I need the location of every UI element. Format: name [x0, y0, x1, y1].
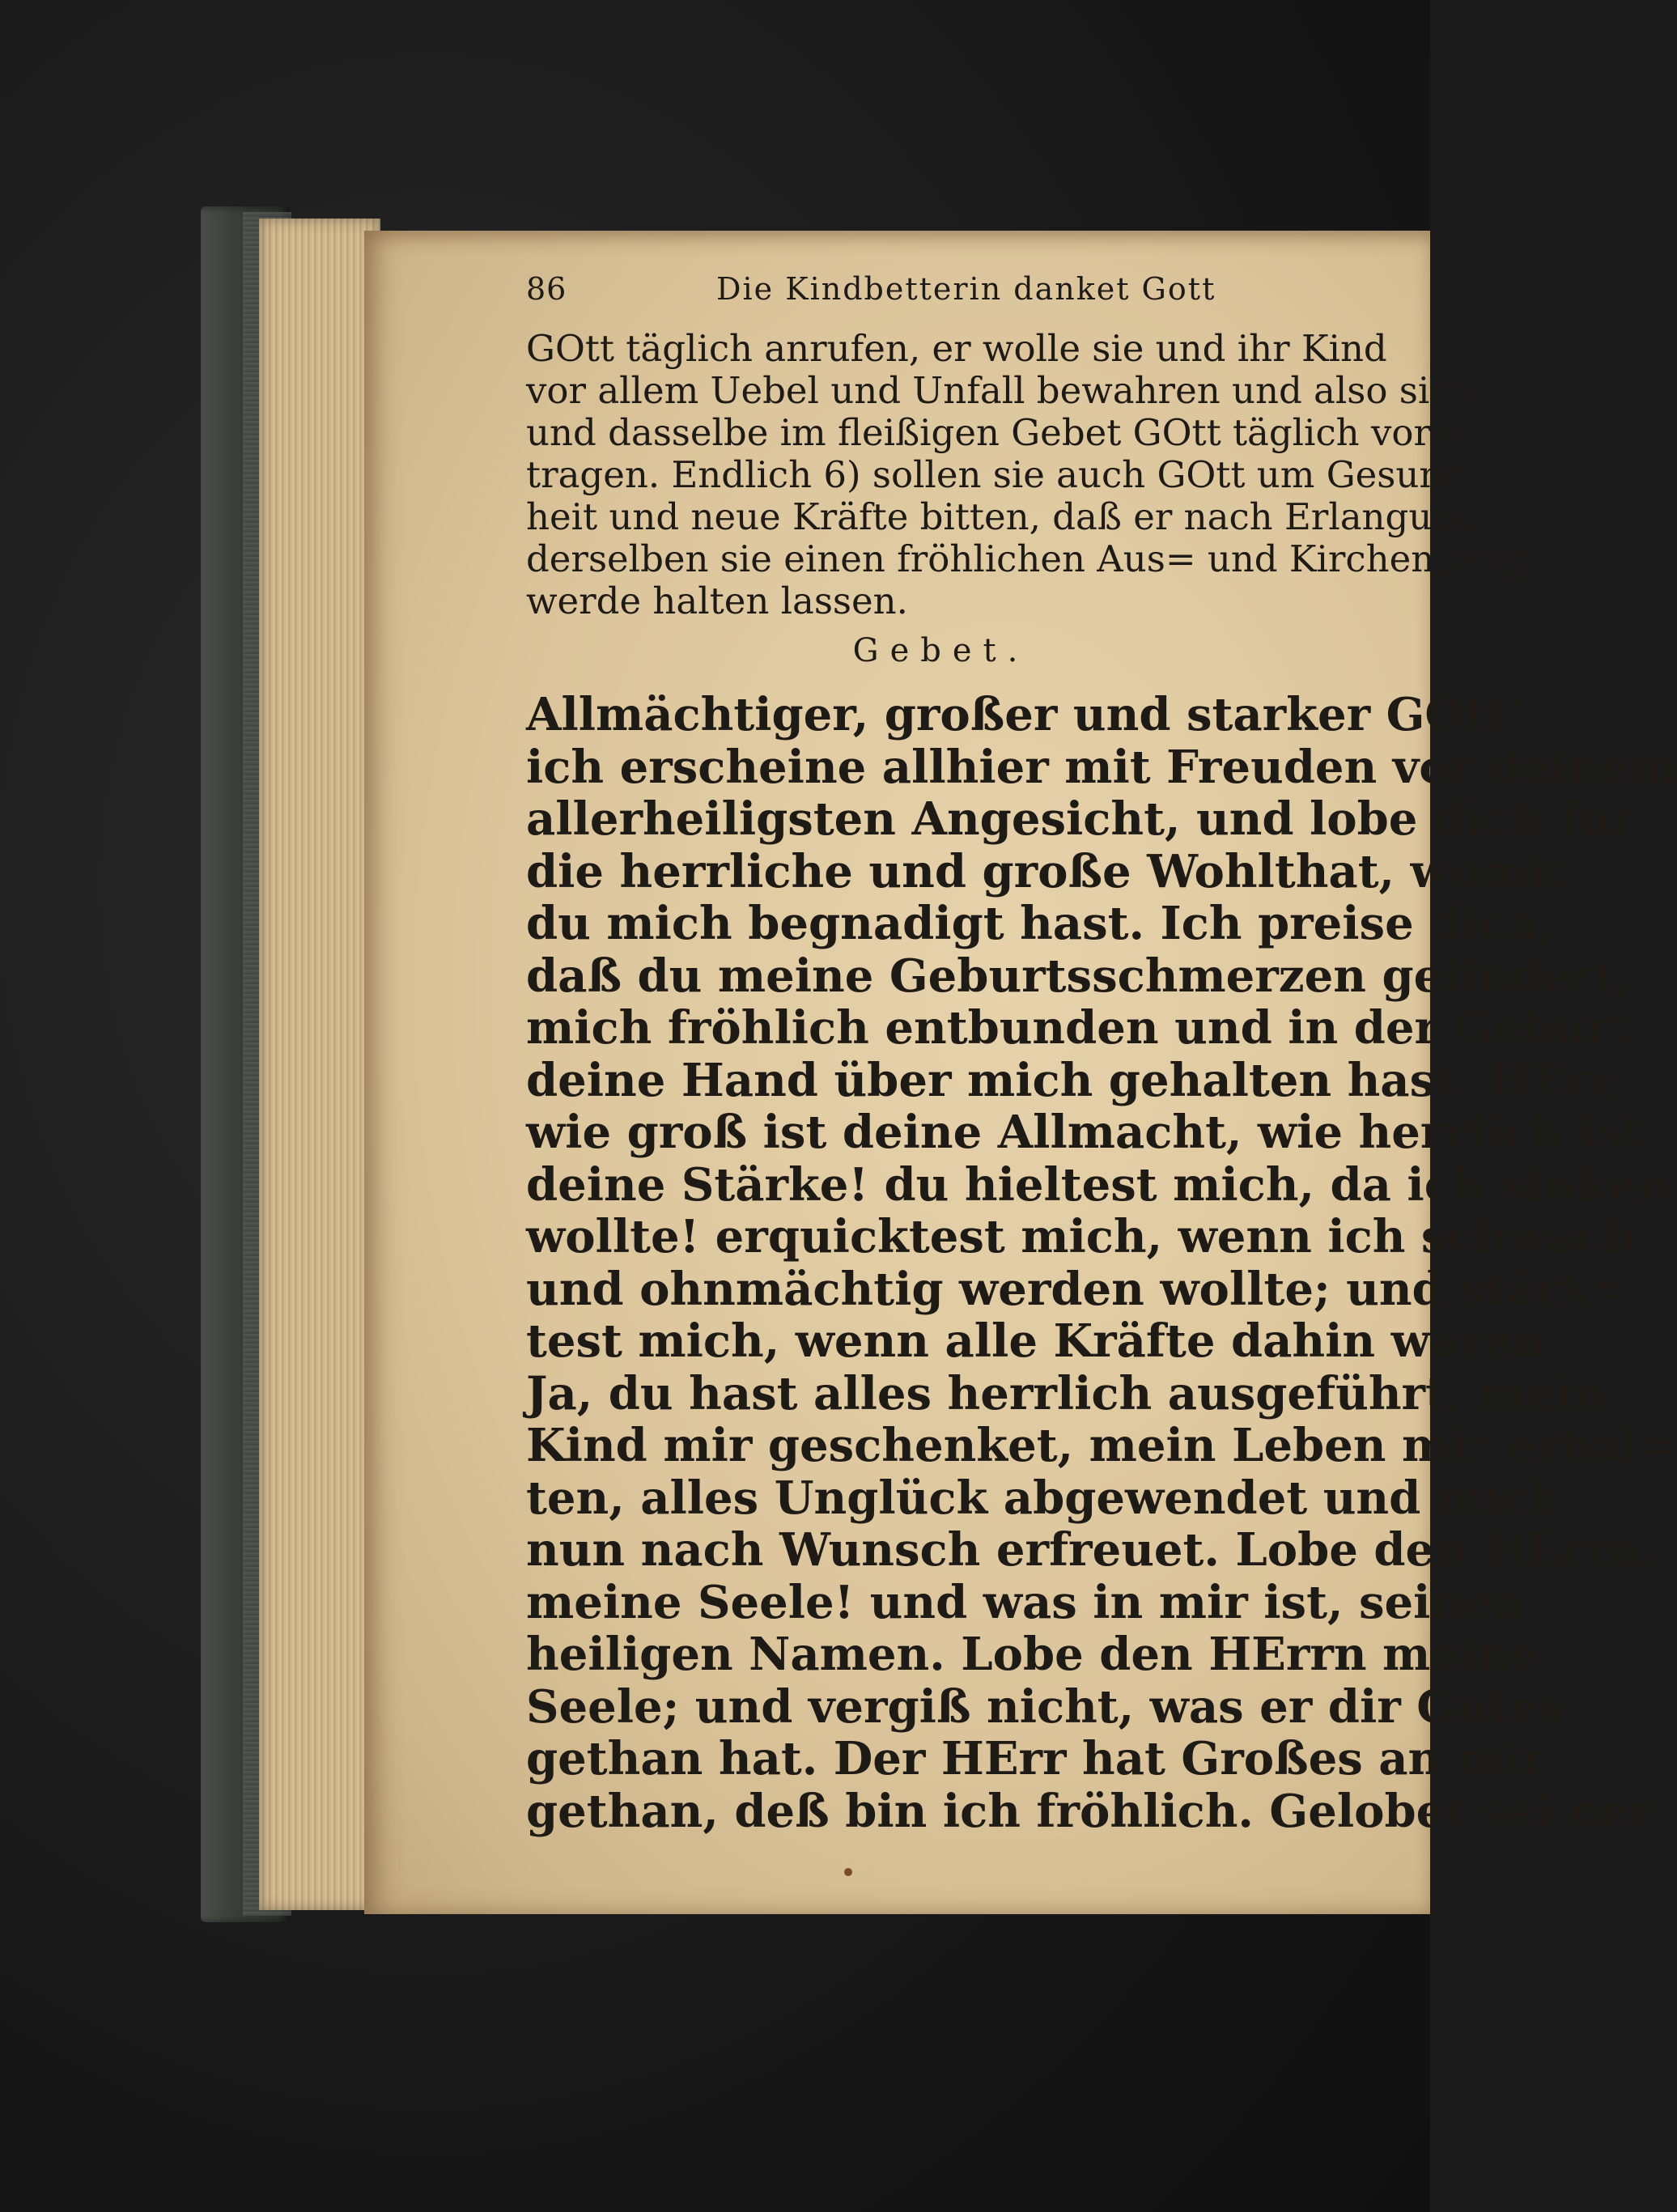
- intro-line: vor allem Uebel und Unfall bewahren und also sich: [526, 369, 1474, 412]
- prayer-line: test mich, wenn alle Kräfte dahin waren.: [526, 1314, 1561, 1368]
- intro-line: und dasselbe im fleißigen Gebet GOtt täglich vor=: [526, 411, 1462, 454]
- prayer-line: nun nach Wunsch erfreuet. Lobe den HErrn,: [526, 1523, 1658, 1577]
- running-title: Die Kindbetterin danket Gott: [716, 271, 1216, 307]
- prayer-line: wollte! erquicktest mich, wenn ich schwach: [526, 1210, 1637, 1263]
- intro-line: GOtt täglich anrufen, er wolle sie und ihr Kind: [526, 327, 1387, 370]
- prayer-line: heiligen Namen. Lobe den HErrn meine: [526, 1628, 1539, 1681]
- intro-line: heit und neue Kräfte bitten, daß er nach Erlangung: [526, 495, 1480, 538]
- prayer-line: Ja, du hast alles herrlich ausgeführt, mein: [526, 1366, 1605, 1420]
- intro-line: werde halten lassen.: [526, 580, 908, 622]
- prayer-line: deine Stärke! du hieltest mich, da ich sinken: [526, 1157, 1670, 1212]
- prayer-line: daß du meine Geburtsschmerzen gelindert,: [526, 949, 1632, 1003]
- prayer-line: Kind mir geschenket, mein Leben mir erhal=: [526, 1419, 1677, 1472]
- intro-line: tragen. Endlich 6) sollen sie auch GOtt um Gesund=: [526, 453, 1497, 496]
- page-number: 86: [526, 271, 567, 307]
- prayer-line: du mich begnadigt hast. Ich preise dich,: [526, 897, 1555, 950]
- prayer-line: Allmächtiger, großer und starker GOtt!: [526, 688, 1526, 741]
- prayer-line: ich erscheine allhier mit Freuden vor deinem: [526, 740, 1677, 794]
- prayer-line: wie groß ist deine Allmacht, wie herrlich ist: [526, 1106, 1643, 1159]
- page-header: [526, 271, 1356, 328]
- prayer-line: allerheiligsten Angesicht, und lobe dich für: [526, 792, 1635, 846]
- prayer-line: gethan, deß bin ich fröhlich. Gelobet sei der: [526, 1784, 1654, 1838]
- prayer-line: und ohnmächtig werden wollte; und stärk=: [526, 1262, 1629, 1316]
- page-text: [526, 271, 1677, 1838]
- section-heading: Gebet.: [852, 632, 1030, 669]
- prayer-line: meine Seele! und was in mir ist, seinen: [526, 1575, 1526, 1629]
- ink-dot: [844, 1868, 852, 1876]
- prayer-paragraph: [526, 688, 1677, 1838]
- prayer-line: Seele; und vergiß nicht, was er dir Gutes: [526, 1679, 1564, 1734]
- prayer-line: deine Hand über mich gehalten hast. HErr,: [526, 1053, 1625, 1107]
- intro-paragraph: [526, 327, 1526, 622]
- prayer-line: die herrliche und große Wohlthat, womit: [526, 844, 1566, 898]
- prayer-line: mich fröhlich entbunden und in der Geburt: [526, 1001, 1632, 1055]
- intro-line: derselben sie einen fröhlichen Aus= und Kirchengang: [526, 537, 1526, 580]
- prayer-line: ten, alles Unglück abgewendet und mich: [526, 1471, 1563, 1525]
- prayer-line: gethan hat. Der HErr hat Großes an mir: [526, 1732, 1546, 1785]
- page-stack-edge: [259, 219, 380, 1910]
